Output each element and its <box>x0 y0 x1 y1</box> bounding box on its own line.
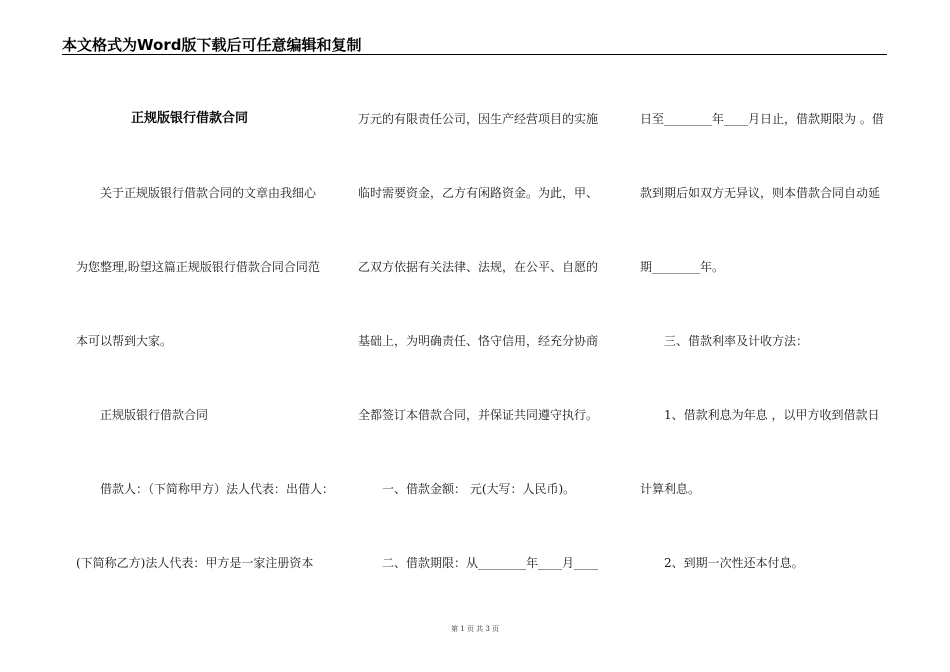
paragraph-line: 期________年。 <box>640 260 725 274</box>
paragraph-line: 为您整理,盼望这篇正规版银行借款合同合同范 <box>76 260 320 274</box>
paragraph-line: 临时需要资金，乙方有闲路资金。为此，甲、 <box>358 186 599 200</box>
column-left <box>76 82 335 600</box>
paragraph-line: 全都签订本借款合同，并保证共同遵守执行。 <box>358 408 599 422</box>
paragraph-line: 日至________年____月日止，借款期限为 。借 <box>640 112 884 126</box>
page-number: 第 1 页 共 3 页 <box>450 625 500 633</box>
paragraph-line: (下简称乙方)法人代表：甲方是一家注册资本 <box>76 556 314 570</box>
paragraph-line: 万元的有限责任公司，因生产经营项目的实施 <box>358 112 599 126</box>
paragraph-line: 款到期后如双方无异议，则本借款合同自动延 <box>640 186 881 200</box>
paragraph-line: 基础上，为明确责任、恪守信用，经充分协商 <box>358 334 599 348</box>
paragraph-line: 1、借款利息为年息 ，以甲方收到借款日 <box>664 408 880 422</box>
paragraph-line: 乙双方依据有关法律、法规，在公平、自愿的 <box>358 260 599 274</box>
header-divider <box>62 54 887 55</box>
paragraph-line: 计算利息。 <box>640 482 701 496</box>
paragraph-line: 2、到期一次性还本付息。 <box>664 556 804 570</box>
column-right <box>640 82 890 600</box>
column-middle <box>358 82 606 600</box>
document-banner: 本文格式为Word版下载后可任意编辑和复制 <box>62 36 362 54</box>
paragraph-line: 借款人：（下简称甲方）法人代表：出借人： <box>100 482 335 496</box>
clause-amount: 一、借款金额： 元(大写：人民币)。 <box>382 482 576 496</box>
contract-title: 正规版银行借款合同 <box>131 111 249 126</box>
clause-term: 二、借款期限：从________年____月____ <box>382 556 599 570</box>
paragraph-line: 本可以帮到大家。 <box>76 334 173 348</box>
clause-interest-heading: 三、借款利率及计收方法： <box>664 334 809 348</box>
paragraph-line: 关于正规版银行借款合同的文章由我细心 <box>100 186 317 200</box>
paragraph-line: 正规版银行借款合同 <box>100 408 209 422</box>
